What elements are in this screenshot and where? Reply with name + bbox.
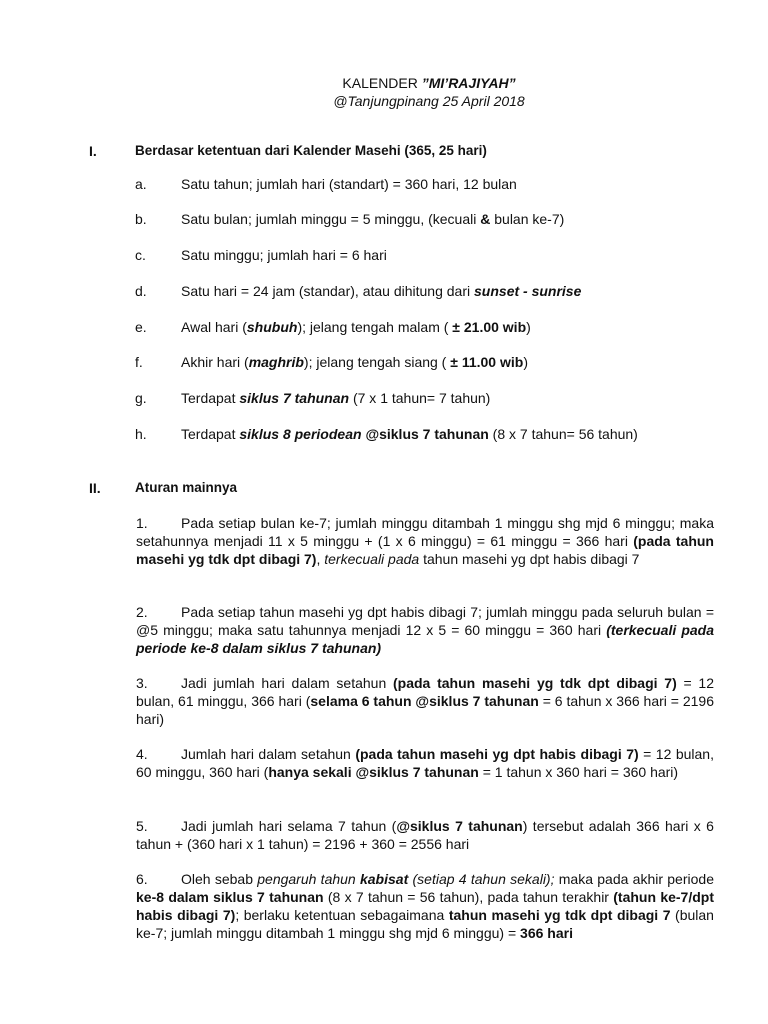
item-h-emphasis: siklus 8 periodean	[239, 426, 362, 442]
item-h-part: (8 x 7 tahun= 56 tahun)	[488, 426, 638, 442]
section-1-heading: Berdasar ketentuan dari Kalender Masehi (365, 25 hari)	[135, 143, 487, 158]
item-a-letter: a.	[135, 176, 147, 192]
section-2-number: II.	[89, 480, 101, 496]
item-h-part: Terdapat	[181, 426, 240, 442]
rule-bold-italic: kabisat	[359, 871, 409, 887]
rule-bold: (pada tahun masehi yg tdk dpt dibagi 7)	[136, 533, 714, 567]
item-g-letter: g.	[135, 390, 147, 406]
rule-paragraph-2	[136, 603, 714, 657]
rule-text: Oleh sebab	[181, 871, 258, 887]
subtitle-text: @Tanjungpinang 25 April 2018	[333, 93, 525, 109]
rule-text: maka pada akhir periode	[554, 871, 714, 887]
item-g-text	[181, 389, 490, 407]
item-e-part: )	[526, 319, 531, 335]
item-c-letter: c.	[135, 247, 146, 263]
item-f-text	[181, 353, 528, 371]
rule-paragraph-3	[136, 674, 714, 728]
rule-text: ) tersebut adalah 366 hari x 6 tahun + (360 hari x 1 tahun) = 2196 + 360 = 2556 hari	[136, 818, 714, 852]
item-a-text	[181, 175, 517, 193]
rule-bold: tahun masehi yg tdk dpt dibagi 7	[448, 907, 671, 923]
item-d-part: Satu hari = 24 jam (standar), atau dihitung dari	[181, 283, 475, 299]
rule-text: Jadi jumlah hari selama 7 tahun (	[181, 818, 397, 834]
section-2-heading: Aturan mainnya	[135, 480, 238, 495]
rule-paragraph-6	[136, 870, 714, 942]
item-e-part: ); jelang tengah malam (	[297, 319, 453, 335]
rule-text: = 6 tahun x 366 hari = 2196 hari)	[136, 693, 715, 727]
rule-number: 2.	[136, 604, 148, 620]
rule-bold: selama 6 tahun @siklus 7 tahunan	[310, 693, 539, 709]
item-b-part: Satu bulan; jumlah minggu = 5 minggu, (kecuali	[181, 211, 481, 227]
document-title	[0, 74, 768, 92]
rule-text: Pada setiap tahun masehi yg dpt habis dibagi 7; jumlah minggu pada seluruh bulan = @5 minggu; maka satu tahunnya menjadi 12 x 5 = 60 minggu = 360 hari	[136, 604, 714, 638]
rule-bold: 366 hari	[520, 925, 573, 941]
item-e-letter: e.	[135, 319, 147, 335]
rule-text: ,	[316, 551, 325, 567]
title-prefix: KALENDER	[342, 75, 422, 91]
item-e-text	[181, 318, 531, 336]
item-b-text	[181, 210, 564, 228]
rule-text: (8 x 7 tahun = 56 tahun), pada tahun terakhir	[323, 889, 614, 905]
item-b-letter: b.	[135, 211, 147, 227]
rule-bold-italic: (terkecuali pada periode ke-8 dalam siklus 7 tahunan)	[136, 622, 714, 656]
item-f-part: ); jelang tengah siang (	[303, 354, 451, 370]
rule-number: 5.	[136, 818, 148, 834]
rule-number: 4.	[136, 746, 148, 762]
rule-bold: (tahun ke-7/dpt habis dibagi 7)	[136, 889, 714, 923]
item-f-time: ± 11.00 wib	[450, 354, 524, 370]
rule-bold: ke-8 dalam siklus 7 tahunan	[136, 889, 324, 905]
item-f-part: Akhir hari (	[181, 354, 249, 370]
rule-text: = 1 tahun x 360 hari = 360 hari)	[478, 764, 679, 780]
section-1-number: I.	[89, 143, 97, 159]
item-d-emphasis: sunset - sunrise	[474, 283, 582, 299]
document-subtitle	[0, 92, 768, 110]
rule-paragraph-1	[136, 514, 714, 568]
rule-bold: hanya sekali @siklus 7 tahunan	[268, 764, 479, 780]
rule-text: Jadi jumlah hari dalam setahun	[181, 675, 393, 691]
item-h-letter: h.	[135, 426, 147, 442]
item-b-ampersand: &	[480, 211, 491, 227]
item-f-letter: f.	[135, 354, 143, 370]
rule-text: Jumlah hari dalam setahun	[181, 746, 356, 762]
item-h-text	[181, 425, 638, 443]
rule-text: (bulan ke-7; jumlah minggu ditambah 1 minggu shg mjd 6 minggu) =	[136, 907, 714, 941]
item-g-part: Terdapat	[181, 390, 240, 406]
rule-number: 6.	[136, 871, 148, 887]
item-e-time: ± 21.00 wib	[452, 319, 527, 335]
item-f-emphasis: maghrib	[248, 354, 304, 370]
title-name: ”MI’RAJIYAH”	[421, 75, 516, 91]
item-d-text	[181, 282, 581, 300]
rule-paragraph-5	[136, 817, 714, 853]
rule-number: 3.	[136, 675, 148, 691]
item-g-part: (7 x 1 tahun= 7 tahun)	[349, 390, 491, 406]
item-c-part: Satu minggu; jumlah hari = 6 hari	[181, 247, 387, 263]
item-d-letter: d.	[135, 283, 147, 299]
item-c-text	[181, 246, 387, 264]
rule-text: ; berlaku ketentuan sebagaimana	[235, 907, 449, 923]
rule-paragraph-4	[136, 745, 714, 781]
rule-text: Pada setiap bulan ke-7; jumlah minggu ditambah 1 minggu shg mjd 6 minggu; maka setahunnya menjadi 11 x 5 minggu + (1 x 6 minggu) = 61 minggu = 366 hari	[136, 515, 714, 549]
item-e-part: Awal hari (	[181, 319, 247, 335]
item-b-part: bulan ke-7)	[490, 211, 565, 227]
rule-italic: terkecuali pada	[324, 551, 420, 567]
item-e-emphasis: shubuh	[246, 319, 298, 335]
item-a-part: Satu tahun; jumlah hari (standart) = 360 hari, 12 bulan	[181, 176, 517, 192]
rule-bold: (pada tahun masehi yg dpt habis dibagi 7)	[355, 746, 639, 762]
rule-text: tahun masehi yg dpt habis dibagi 7	[419, 551, 640, 567]
rule-text: = 12 bulan, 60 minggu, 360 hari (	[136, 746, 714, 780]
rule-italic: (setiap 4 tahun sekali);	[408, 871, 555, 887]
item-f-part: )	[523, 354, 528, 370]
rule-number: 1.	[136, 515, 148, 531]
rule-italic: pengaruh tahun	[257, 871, 360, 887]
rule-text: = 12 bulan, 61 minggu, 366 hari (	[136, 675, 715, 709]
item-g-emphasis: siklus 7 tahunan	[239, 390, 350, 406]
item-h-bold: @siklus 7 tahunan	[365, 426, 489, 442]
rule-bold: (pada tahun masehi yg tdk dpt dibagi 7)	[393, 675, 677, 691]
rule-bold: @siklus 7 tahunan	[396, 818, 523, 834]
